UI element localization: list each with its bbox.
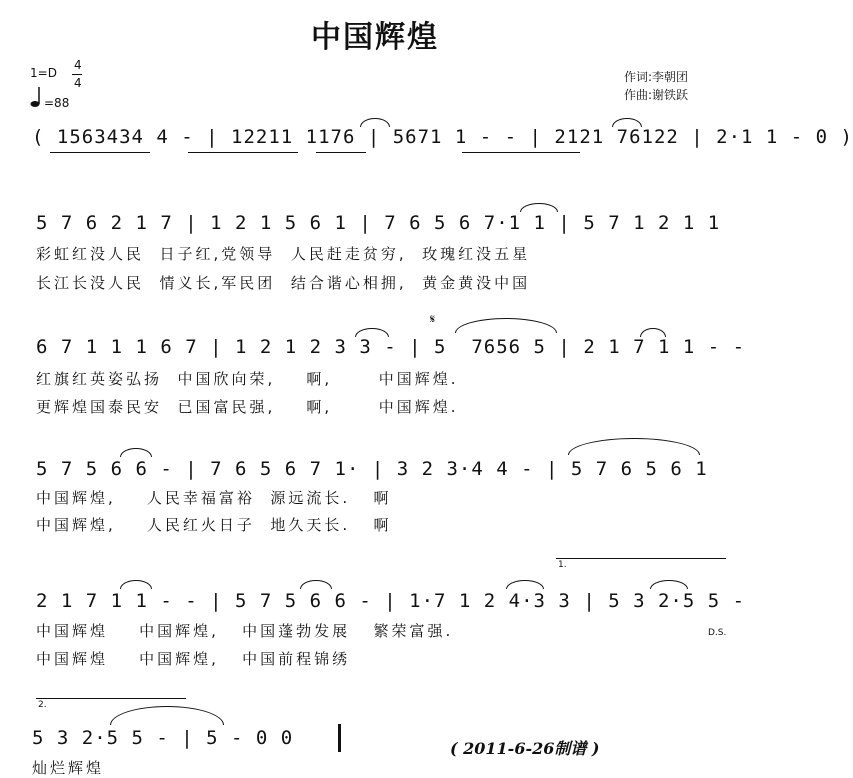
bridge-lyrics-2: 中国辉煌, 人民红火日子 地久天长. 啊	[36, 516, 392, 534]
first-ending-label: 1.	[558, 560, 567, 570]
slur	[120, 580, 152, 589]
slur	[355, 328, 389, 337]
beam-line	[316, 152, 366, 153]
chorus-notes: 6 7 1 1 1 6 7 | 1 2 1 2 3 3 - | 5 7656 5 | 2 1 7 1 1 - -	[36, 336, 746, 358]
second-ending-label: 2.	[38, 700, 47, 710]
beam-line	[462, 152, 580, 153]
bridge-lyrics-1: 中国辉煌, 人民幸福富裕 源远流长. 啊	[36, 489, 392, 507]
transcription-credit: ( 2011-6-26制谱 )	[450, 739, 600, 758]
intro-notes: ( 1563434 4 - | 12211 1176 | 5671 1 - - | 2121 76122 | 2·1 1 - 0 )	[32, 126, 853, 148]
slur	[110, 706, 224, 725]
time-signature-top: 4	[74, 58, 82, 72]
lyricist-credit: 作词:李朝团	[624, 70, 689, 84]
ds-mark: D.S.	[708, 628, 727, 638]
ending-lyrics: 灿烂辉煌	[32, 759, 105, 777]
tempo-marking: =88	[44, 96, 70, 110]
segno-icon: 𝄋	[430, 312, 436, 326]
chorus-lyrics-2: 更辉煌国泰民安 已国富民强, 啊, 中国辉煌.	[36, 398, 459, 416]
page-title: 中国辉煌	[311, 20, 439, 55]
final-barline	[338, 724, 341, 752]
time-signature-bottom: 4	[74, 76, 82, 90]
slur	[568, 438, 700, 455]
quarter-note-icon	[30, 86, 44, 108]
slur	[650, 580, 688, 589]
time-signature-line	[72, 74, 82, 75]
verse-lyrics-1: 彩虹红没人民 日子红,党领导 人民赶走贫穷, 玫瑰红没五星	[36, 245, 531, 263]
slur	[120, 448, 152, 457]
chorus-lyrics-1: 红旗红英姿弘扬 中国欣向荣, 啊, 中国辉煌.	[36, 370, 459, 388]
slur	[300, 580, 332, 589]
verse-notes: 5 7 6 2 1 7 | 1 2 1 5 6 1 | 7 6 5 6 7·1 1 | 5 7 1 2 1 1	[36, 212, 721, 234]
slur	[455, 318, 557, 333]
composer-credit: 作曲:谢铁跃	[624, 88, 689, 102]
beam-line	[188, 152, 298, 153]
slur	[520, 203, 558, 212]
slur	[360, 118, 390, 127]
slur	[640, 328, 666, 337]
bridge-notes: 5 7 5 6 6 - | 7 6 5 6 7 1· | 3 2 3·4 4 - | 5 7 6 5 6 1	[36, 458, 708, 480]
key-signature: 1=D	[30, 66, 57, 80]
ending-notes: 5 3 2·5 5 - | 5 - 0 0	[32, 727, 294, 749]
slur	[506, 580, 544, 589]
slur	[612, 118, 642, 127]
final-notes: 2 1 7 1 1 - - | 5 7 5 6 6 - | 1·7 1 2 4·3 3 | 5 3 2·5 5 -	[36, 590, 746, 612]
verse-lyrics-2: 长江长没人民 情义长,军民团 结合谐心相拥, 黄金黄没中国	[36, 274, 531, 292]
second-ending-bracket	[36, 698, 186, 699]
beam-line	[50, 152, 150, 153]
first-ending-bracket	[556, 558, 726, 559]
final-lyrics-2: 中国辉煌 中国辉煌, 中国前程锦绣	[36, 650, 351, 668]
final-lyrics-1: 中国辉煌 中国辉煌, 中国蓬勃发展 繁荣富强.	[36, 622, 454, 640]
